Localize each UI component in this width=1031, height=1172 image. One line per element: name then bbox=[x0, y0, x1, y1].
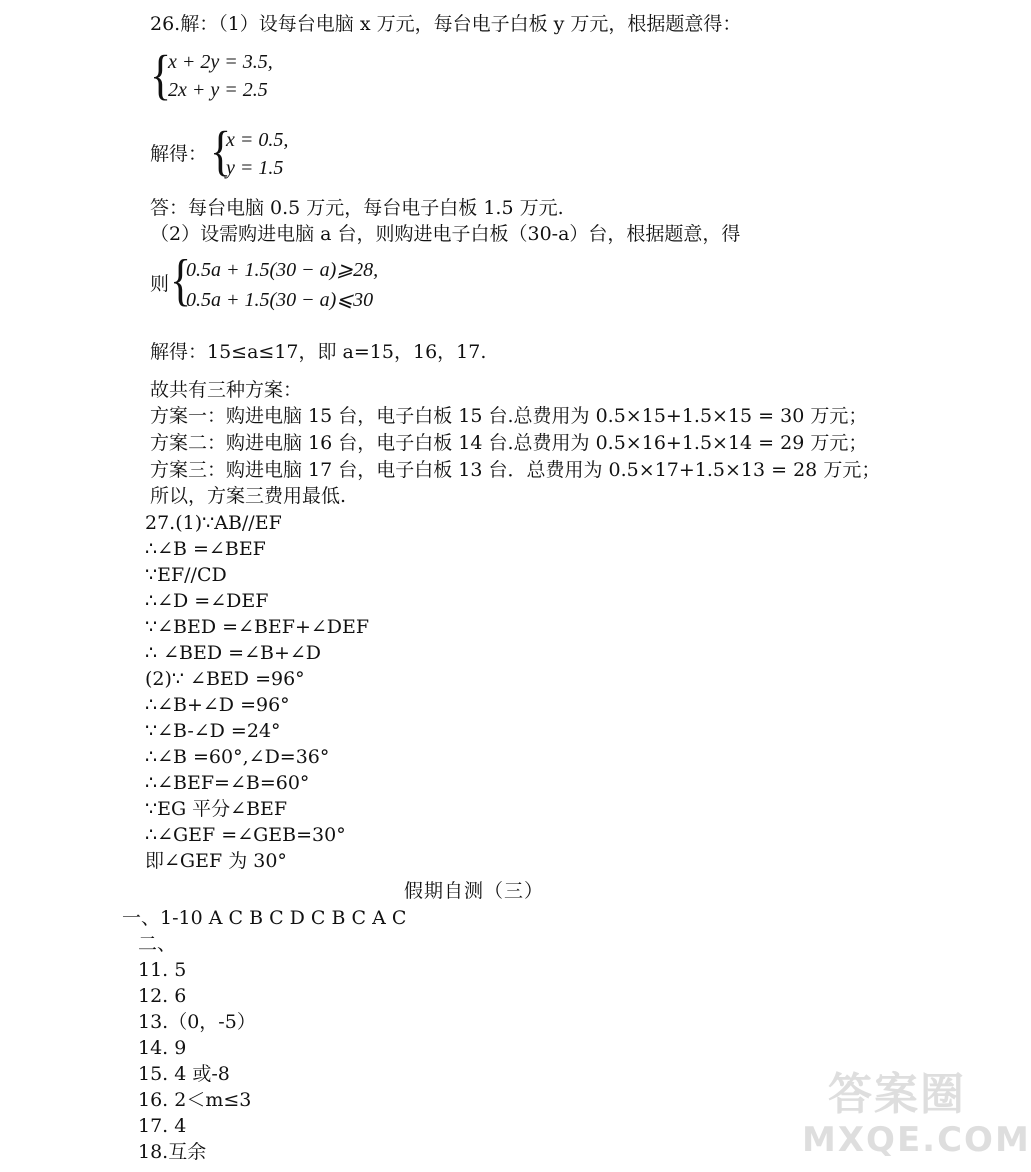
plan-1: 方案一：购进电脑 15 台，电子白板 15 台.总费用为 0.5×15+1.5×15 = 30 万元； bbox=[150, 405, 868, 427]
q27-line: ∴∠D =∠DEF bbox=[145, 590, 269, 612]
fill-answer: 18.互余 bbox=[138, 1141, 207, 1163]
q27-line: 27.(1)∵AB//EF bbox=[145, 512, 282, 534]
part-2-label: 二、 bbox=[138, 933, 177, 955]
fill-answer: 15. 4 或-8 bbox=[138, 1063, 230, 1085]
q27-line: ∴∠B =∠BEF bbox=[145, 538, 266, 560]
watermark-text-top: 答案圈 bbox=[828, 1069, 966, 1120]
watermark-text-bottom: MXQE.COM bbox=[802, 1120, 1031, 1160]
inequality-1: 0.5a + 1.5(30 − a)⩾28, bbox=[186, 259, 379, 281]
solution-1: x = 0.5, bbox=[226, 129, 289, 151]
solution-brace: { bbox=[210, 120, 232, 182]
part-2-intro: （2）设需购进电脑 a 台，则购进电子白板（30-a）台，根据题意，得 bbox=[150, 223, 741, 245]
plan-3: 方案三：购进电脑 17 台，电子白板 13 台．总费用为 0.5×17+1.5×13 = 28 万元； bbox=[150, 459, 881, 481]
inequality-brace: { bbox=[170, 248, 192, 312]
q27-line: ∵EF//CD bbox=[145, 564, 227, 586]
q27-line: ∴∠B+∠D =96° bbox=[145, 694, 290, 716]
fill-answer: 11. 5 bbox=[138, 959, 187, 981]
solved-range: 解得：15≤a≤17，即 a=15，16，17. bbox=[150, 341, 487, 363]
system-brace: { bbox=[150, 44, 172, 106]
then-label: 则 bbox=[150, 273, 170, 295]
q27-line: ∴∠BEF=∠B=60° bbox=[145, 772, 310, 794]
answer-1: 答：每台电脑 0.5 万元，每台电子白板 1.5 万元. bbox=[150, 197, 564, 219]
q27-line: ∴∠GEF =∠GEB=30° bbox=[145, 824, 346, 846]
q26-heading: 26.解：（1）设每台电脑 x 万元，每台电子白板 y 万元，根据题意得： bbox=[150, 13, 742, 35]
inequality-2: 0.5a + 1.5(30 − a)⩽30 bbox=[186, 289, 374, 311]
fill-answer: 13.（0，-5） bbox=[138, 1011, 256, 1033]
solve-label: 解得： bbox=[150, 143, 208, 165]
fill-answer: 12. 6 bbox=[138, 985, 187, 1007]
q27-line: 即∠GEF 为 30° bbox=[145, 850, 287, 872]
fill-answer: 16. 2＜m≤3 bbox=[138, 1089, 252, 1111]
equation-1: x + 2y = 3.5, bbox=[168, 51, 273, 73]
q27-line: ∵EG 平分∠BEF bbox=[145, 798, 288, 820]
fill-answer: 14. 9 bbox=[138, 1037, 187, 1059]
conclusion: 所以，方案三费用最低. bbox=[150, 485, 347, 507]
equation-2: 2x + y = 2.5 bbox=[168, 79, 268, 101]
q27-line: (2)∵ ∠BED =96° bbox=[145, 668, 305, 690]
multiple-choice-answers: 一、1-10 A C B C D C B C A C bbox=[122, 907, 407, 929]
section-title: 假期自测（三） bbox=[404, 880, 545, 902]
q27-line: ∵∠B-∠D =24° bbox=[145, 720, 281, 742]
three-plans: 故共有三种方案： bbox=[150, 379, 303, 401]
plan-2: 方案二：购进电脑 16 台，电子白板 14 台.总费用为 0.5×16+1.5×14 = 29 万元； bbox=[150, 432, 868, 454]
watermark-logo bbox=[802, 1058, 1031, 1168]
fill-answer: 17. 4 bbox=[138, 1115, 187, 1137]
solution-2: y = 1.5 bbox=[226, 157, 284, 179]
q27-line: ∵∠BED =∠BEF+∠DEF bbox=[145, 616, 370, 638]
q27-line: ∴ ∠BED =∠B+∠D bbox=[145, 642, 322, 664]
q27-line: ∴∠B =60°,∠D=36° bbox=[145, 746, 330, 768]
